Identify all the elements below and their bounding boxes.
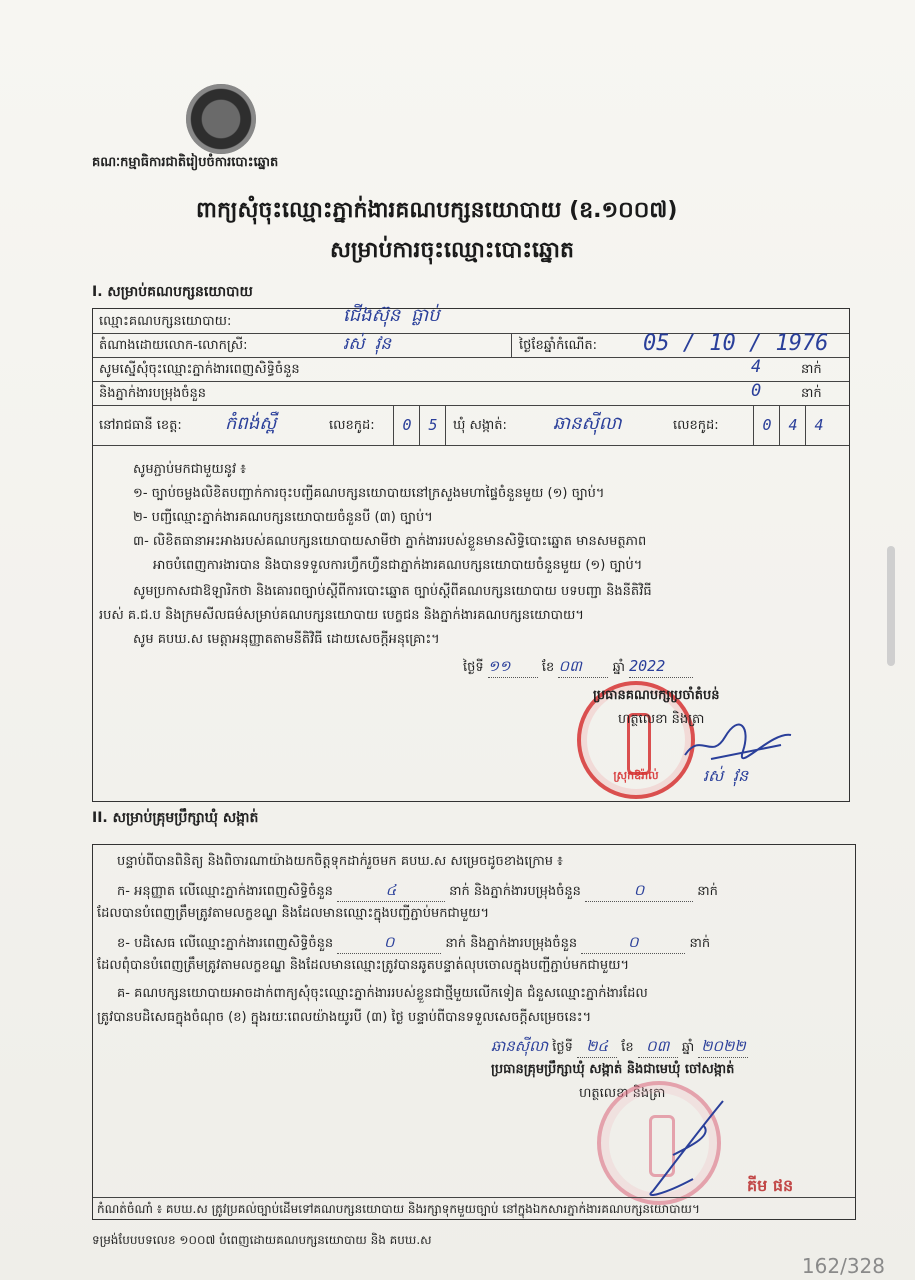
- attachment-item-3-cont: អាចបំពេញការងារបាន និងបានទទួលការហ្វឹកហ្វឺនជាភ្នាក់ងារគណបក្សនយោបាយចំនួនមួយ (១) ច្បាប់។: [153, 558, 643, 573]
- attachments-intro: សូមភ្ជាប់មកជាមួយនូវ ៖: [133, 462, 246, 477]
- province-code-digit-2: 5: [419, 405, 446, 445]
- full-agents-label: សូមស្នើសុំចុះឈ្មោះភ្នាក់ងារពេញសិទ្ធិចំនួន: [99, 362, 300, 377]
- section2-signature-icon: [633, 1095, 733, 1205]
- approve-line-2: ដែលបានបំពេញត្រឹមត្រូវតាមលក្ខខណ្ឌ និងដែលមានឈ្មោះក្នុងបញ្ជីភ្ជាប់មកជាមួយ។: [97, 906, 490, 921]
- section2-box: [92, 844, 856, 1220]
- date-day-label: ថ្ងៃទី: [463, 660, 484, 675]
- commune-code-digit-2: 4: [779, 405, 806, 445]
- national-election-committee-seal-icon: [186, 84, 256, 154]
- section2-signer-name: គីម ផន: [747, 1176, 794, 1195]
- pledge-line-2: របស់ គ.ជ.ប និងក្រមសីលធម៌សម្រាប់គណបក្សនយោបាយ បេក្ខជន និងភ្នាក់ងារគណបក្សនយោបាយ។: [99, 608, 584, 623]
- approve-mid: នាក់ និងភ្នាក់ងារបម្រុងចំនួន: [449, 884, 581, 899]
- s2-year-label: ឆ្នាំ: [681, 1040, 695, 1055]
- full-agents-row: [93, 357, 849, 382]
- commune-label: ឃុំ សង្កាត់:: [453, 418, 507, 433]
- pledge-line-1: សូមប្រកាសជាឱឡារិកថា និងគោរពច្បាប់ស្ដីពីការបោះឆ្នោត ច្បាប់ស្ដីពីគណបក្សនយោបាយ បទបញ្ជា និងនីតិវិធី: [133, 584, 652, 599]
- section2-footnote: កំណត់ចំណាំ ៖ គបឃ.ស ត្រូវប្រគល់ច្បាប់ដើមទៅគណបក្សនយោបាយ និងរក្សាទុកមួយច្បាប់ នៅក្នុងឯកសារភ្នាក់ងារគណបក្សនយោបាយ។: [93, 1197, 855, 1222]
- approve-prefix: ក- អនុញ្ញាត លើឈ្មោះភ្នាក់ងារពេញសិទ្ធិចំនួន: [117, 884, 333, 899]
- section1-signer-name: រស់ វុន: [703, 766, 749, 785]
- s2-day-value: ២៤: [577, 1035, 617, 1058]
- dob-value: 05 / 10 / 1976: [643, 331, 829, 356]
- full-agents-value: 4: [751, 357, 762, 377]
- commune-code-digit-3: 4: [805, 405, 832, 445]
- approve-unit: នាក់: [697, 884, 718, 899]
- section1-box: [92, 305, 850, 802]
- represented-by-label: តំណាងដោយលោក-លោកស្រី:: [99, 338, 248, 353]
- reject-full-count: ០: [337, 931, 441, 954]
- note-line-1: គ- គណបក្សនយោបាយអាចដាក់ពាក្យសុំចុះឈ្មោះភ្នាក់ងាររបស់ខ្លួនជាថ្មីមួយលើកទៀត ជំនួសឈ្មោះភ្នាក់ងារដែល: [117, 986, 648, 1001]
- commune-code-label: លេខកូដ:: [673, 418, 719, 433]
- date-month-label: ខែ: [541, 660, 555, 675]
- attachment-item-1: ១- ច្បាប់ចម្លងលិខិតបញ្ជាក់ការចុះបញ្ជីគណបក្សនយោបាយនៅក្រសួងមហាផ្ទៃចំនួនមួយ (១) ច្បាប់។: [133, 486, 605, 501]
- full-agents-unit: នាក់: [801, 362, 822, 377]
- reject-prefix: ខ- បដិសេធ លើឈ្មោះភ្នាក់ងារពេញសិទ្ធិចំនួន: [117, 936, 334, 951]
- office-name: គណៈកម្មាធិការជាតិរៀបចំការបោះឆ្នោត: [92, 155, 279, 170]
- location-row: [93, 405, 849, 446]
- party-stamp-text: ស្រុកឱរ៉ាល់: [613, 769, 659, 782]
- section1-signature-icon: [681, 721, 801, 765]
- section1-date: [463, 655, 693, 679]
- section1-signer-note: ហត្ថលេខា និងត្រា: [618, 712, 705, 727]
- approve-reserve-count: ០: [585, 879, 693, 902]
- party-name-label: ឈ្មោះគណបក្សនយោបាយ:: [99, 314, 232, 329]
- date-month-value: ០៣: [558, 655, 608, 678]
- representative-row: [93, 333, 849, 358]
- approve-line: [117, 879, 718, 903]
- scrollbar[interactable]: [887, 546, 895, 666]
- pledge-line-3: សូម គបឃ.ស មេត្តាអនុញ្ញាតតាមនីតិវិធី ដោយសេចក្ដីអនុគ្រោះ។: [133, 632, 440, 647]
- page-number: 162/328: [801, 1254, 885, 1278]
- date-year-label: ឆ្នាំ: [612, 660, 625, 675]
- attachment-item-3: ៣- លិខិតធានាអះអាងរបស់គណបក្សនយោបាយសាមីថា ភ្នាក់ងាររបស់ខ្លួនមានសិទ្ធិបោះឆ្នោត មានសមត្ថភាព: [133, 534, 647, 549]
- reject-mid: នាក់ និងភ្នាក់ងារបម្រុងចំនួន: [445, 936, 578, 951]
- commune-code-digit-1: 0: [753, 405, 780, 445]
- section1-heading: I. សម្រាប់គណបក្សនយោបាយ: [92, 284, 253, 300]
- date-year-value: 2022: [629, 655, 693, 678]
- section1-signer-title: ប្រធានគណបក្សប្រចាំតំបន់: [593, 688, 720, 703]
- date-day-value: ១១: [488, 655, 538, 678]
- party-name-value: ជើងស៊ុន ធ្លាប់: [343, 305, 440, 326]
- province-value: កំពង់ស្ពឺ: [225, 413, 277, 434]
- section2-signer-title: ប្រធានគ្រុមប្រឹក្សាឃុំ សង្កាត់ និងជាមេឃុំ ចៅសង្កាត់: [491, 1062, 735, 1077]
- province-label: នៅរាជធានី ខេត្ត:: [99, 418, 182, 433]
- s2-day-label: ថ្ងៃទី: [552, 1040, 573, 1055]
- reserve-agents-unit: នាក់: [801, 386, 822, 401]
- s2-year-value: ២០២២: [698, 1035, 748, 1058]
- reserve-agents-row: [93, 381, 849, 406]
- reject-reserve-count: ០: [581, 931, 685, 954]
- dob-label: ថ្ងៃខែឆ្នាំកំណើត:: [519, 338, 598, 353]
- s2-month-value: ០៣: [638, 1035, 678, 1058]
- form-title: ពាក្យសុំចុះឈ្មោះភ្នាក់ងារគណបក្សនយោបាយ (ឧ.១០០៧): [196, 198, 678, 223]
- s2-month-label: ខែ: [621, 1040, 634, 1055]
- section2-signer-note: ហត្ថលេខា និងត្រា: [579, 1086, 666, 1101]
- section2-place: ឆានស៊ីលា: [491, 1037, 549, 1055]
- province-code-label: លេខកូដ:: [329, 418, 375, 433]
- represented-by-value: រស់ វុន: [343, 334, 392, 354]
- section2-intro: បន្ទាប់ពីបានពិនិត្យ និងពិចារណាយ៉ាងយកចិត្តទុកដាក់រួចមក គបឃ.ស សម្រេចដូចខាងក្រោម ៖: [117, 854, 563, 869]
- section2-heading: II. សម្រាប់គ្រុមប្រឹក្សាឃុំ សង្កាត់: [92, 810, 259, 826]
- reject-line-2: ដែលពុំបានបំពេញត្រឹមត្រូវតាមលក្ខខណ្ឌ និងដែលមានឈ្មោះត្រូវបានឆូតបន្ទាត់លុបចោលក្នុងបញ្ជីភ្ជាប់មកជាមួយ។: [97, 958, 630, 973]
- approve-full-count: ៤: [337, 879, 445, 902]
- note-line-2: ត្រូវបានបដិសេធក្នុងចំណុច (ខ) ក្នុងរយៈពេលយ៉ាងយូរបី (៣) ថ្ងៃ បន្ទាប់ពីបានទទួលសេចក្ដីសម្រេចនេះ។: [97, 1010, 592, 1025]
- form-subtitle: សម្រាប់ការចុះឈ្មោះបោះឆ្នោត: [330, 238, 574, 263]
- province-code-digit-1: 0: [393, 405, 420, 445]
- form-note: ទម្រង់បែបបទលេខ ១០០៧ បំពេញដោយគណបក្សនយោបាយ និង គបឃ.ស: [92, 1233, 432, 1247]
- commune-value: ឆានស៊ីលា: [553, 413, 622, 434]
- section2-date: [491, 1035, 748, 1059]
- reserve-agents-label: និងភ្នាក់ងារបម្រុងចំនួន: [99, 386, 207, 401]
- attachment-item-2: ២- បញ្ជីឈ្មោះភ្នាក់ងារគណបក្សនយោបាយចំនួនបី (៣) ច្បាប់។: [133, 510, 433, 525]
- reserve-agents-value: 0: [751, 381, 762, 401]
- reject-line: [117, 931, 710, 955]
- reject-unit: នាក់: [689, 936, 711, 951]
